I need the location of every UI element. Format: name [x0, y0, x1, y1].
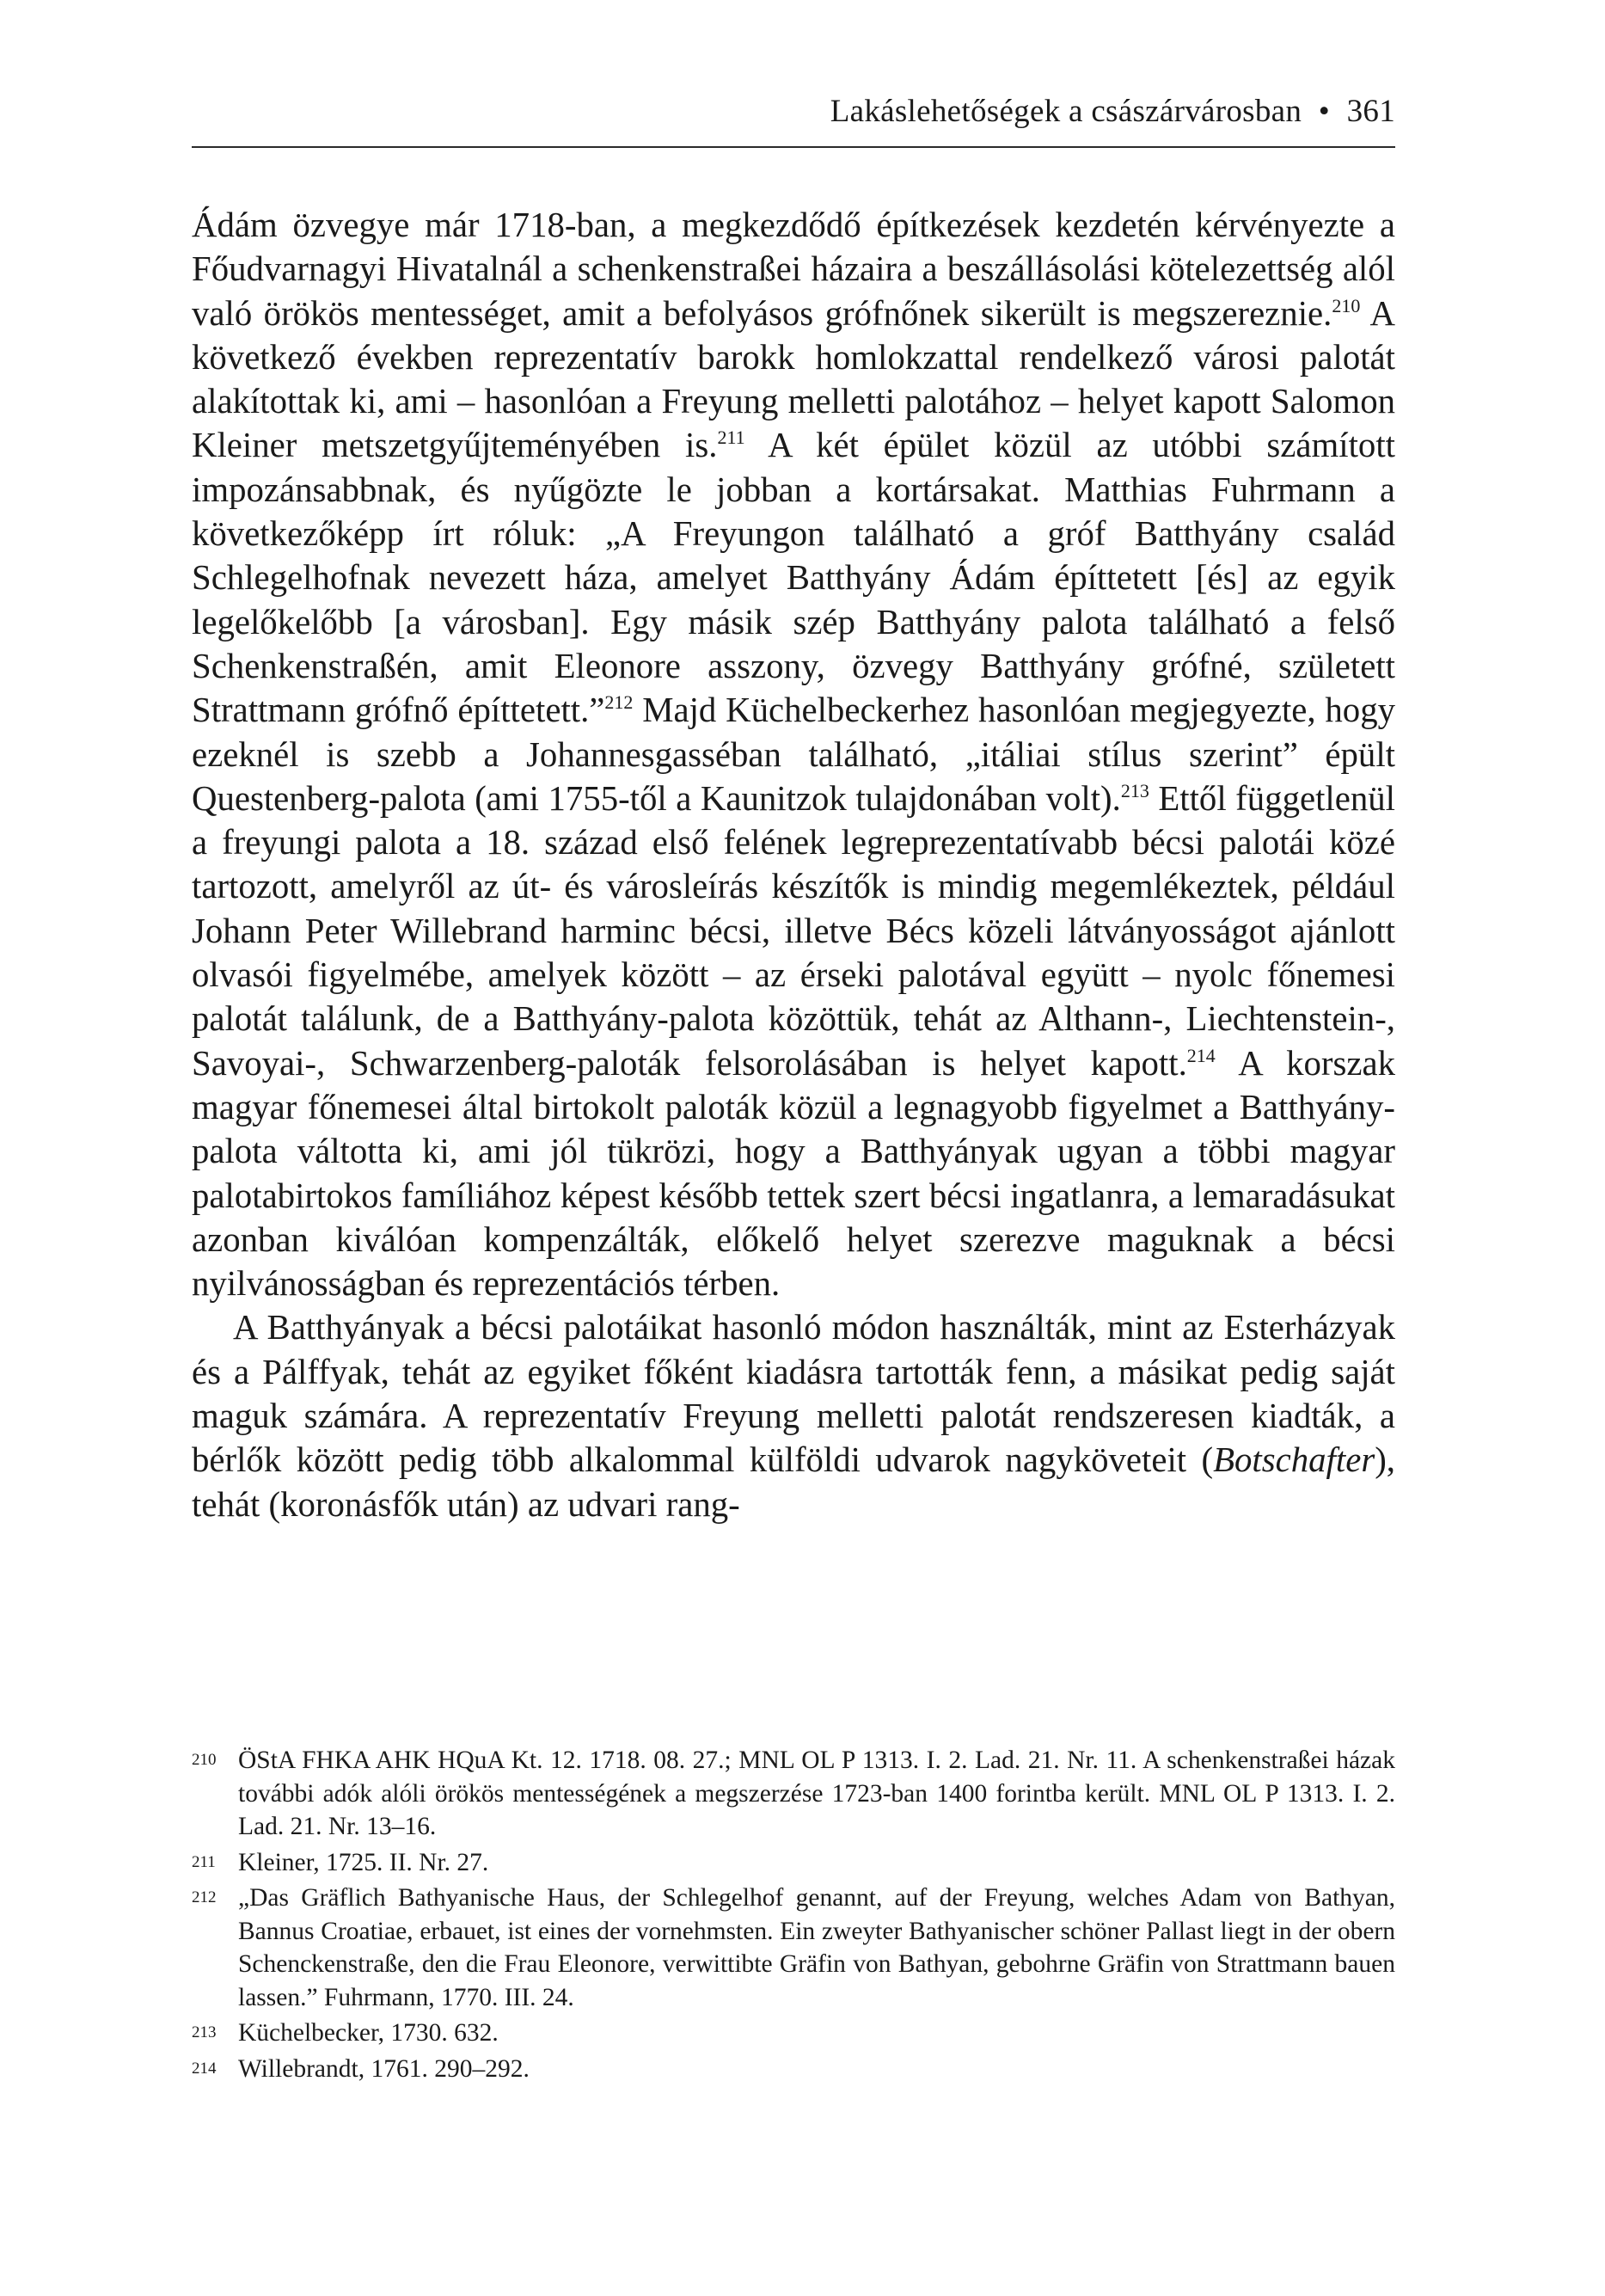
text-run: Majd Küchelbeckerhez hasonlóan megjegyezte, hogy ezeknél is szebb a Johannesgasséban található, „itáliai stílus szerint” épült Questenberg-palota (ami 1755-től a Kaunitzok tulajdonában volt).	[192, 691, 1395, 818]
footnote-text: Willebrandt, 1761. 290–292.	[238, 2054, 530, 2083]
main-text	[192, 203, 1395, 1526]
text-run: A Batthyányak a bécsi palotáikat hasonló módon használták, mint az Esterházyak és a Pálffyak, tehát az egyiket főként kiadásra tartották fenn, a másikat pedig saját maguk számára. A reprezentatív Freyung melletti palotát rendszeresen kiadták, a bérlők között pedig több alkalommal külföldi udvarok nagyköveteit (	[192, 1308, 1395, 1480]
text-run: Ádám özvegye már 1718-ban, a megkezdődő építkezések kezdetén kérvényezte a Főudvarnagyi Hivatalnál a schenkenstraßei házaira a beszállásolási kötelezettség alól való örökös mentességet, amit a befolyásos grófnőnek sikerült is megszereznie.	[192, 206, 1395, 333]
paragraph-2	[192, 1305, 1395, 1526]
footnote-text: „Das Gräflich Bathyanische Haus, der Schlegelhof genannt, auf der Freyung, welches Adam von Bathyan, Bannus Croatiae, erbauet, ist eines der vornehmsten. Ein zweyter Bathyanischer schöner Pallast liegt in der obern Schenckenstraße, den die Frau Eleonore, verwittibte Gräfin von Bathyan, gebohrne Gräfin von Strattmann bauen lassen.” Fuhrmann, 1770. III. 24.	[238, 1884, 1395, 2011]
text-run: A következő években reprezentatív barokk homlokzattal rendelkező városi palotát alakítottak ki, ami – hasonlóan a Freyung melletti palotához – helyet kapott Salomon Kleiner metszetgyűjteményében is.	[192, 293, 1395, 465]
footnote-number: 212	[192, 1888, 217, 1906]
text-run: A korszak magyar főnemesei által birtokolt paloták közül a legnagyobb figyelmet a Batthyány-palota váltotta ki, ami jól tükrözi, hogy a Batthyányak ugyan a többi magyar palotabirtokos famíliához képest később tettek szert bécsi ingatlanra, a lemaradásukat azonban kiválóan kompenzálták, előkelő helyet szerezve maguknak a bécsi nyilvánosságban és reprezentációs térben.	[192, 1043, 1396, 1304]
footnote-210	[192, 1744, 1395, 1844]
italic-term: Botschafter	[1213, 1440, 1375, 1480]
footnote-211	[192, 1846, 1395, 1880]
footnote-text: Kleiner, 1725. II. Nr. 27.	[238, 1848, 489, 1876]
footnote-ref-214: 214	[1186, 1044, 1216, 1066]
page-number: 361	[1346, 94, 1395, 129]
footnote-number: 210	[192, 1751, 217, 1769]
footnote-number: 214	[192, 2059, 217, 2078]
footnote-214	[192, 2053, 1395, 2086]
footnote-number: 213	[192, 2023, 217, 2041]
footnote-ref-211: 211	[717, 427, 745, 449]
footnote-ref-213: 213	[1120, 779, 1149, 801]
paragraph-1	[192, 203, 1395, 1305]
footnote-213	[192, 2017, 1395, 2050]
footnote-ref-210: 210	[1332, 294, 1361, 316]
footnote-number: 211	[192, 1852, 216, 1871]
running-head	[192, 91, 1395, 148]
footnotes	[192, 1744, 1395, 2088]
text-run: ), tehát (koronásfők után) az udvari rang-	[192, 1440, 1395, 1524]
footnote-ref-212: 212	[604, 691, 634, 714]
running-head-separator: •	[1318, 94, 1331, 129]
footnote-text: ÖStA FHKA AHK HQuA Kt. 12. 1718. 08. 27.; MNL OL P 1313. I. 2. Lad. 21. Nr. 11. A schenkenstraßei házak további adók alóli örökös mentességének a megszerzése 1723-ban 1400 forintba került. MNL OL P 1313. I. 2. Lad. 21. Nr. 13–16.	[238, 1747, 1395, 1840]
text-run: Ettől függetlenül a freyungi palota a 18. század első felének legreprezentatívabb bécsi palotái közé tartozott, amelyről az út- és városleírás készítők is mindig megemlékeztek, például Johann Peter Willebrand harminc bécsi, illetve Bécs közeli látványosságot ajánlott olvasói figyelmébe, amelyek között – az érseki palotával együtt – nyolc főnemesi palotát találunk, de a Batthyány-palota közöttük, tehát az Althann-, Liechtenstein-, Savoyai-, Schwarzenberg-paloták felsorolásában is helyet kapott.	[192, 778, 1395, 1083]
footnote-212	[192, 1882, 1395, 2014]
running-head-title: Lakáslehetőségek a császárvárosban	[830, 94, 1302, 129]
text-run: A két épület közül az utóbbi számított impozánsabbnak, és nyűgözte le jobban a kortársakat. Matthias Fuhrmann a következőképp írt róluk: „A Freyungon található a gróf Batthyány család Schlegelhofnak nevezett háza, amelyet Batthyány Ádám építtetett [és] az egyik legelőkelőbb [a városban]. Egy másik szép Batthyány palota található a felső Schenkenstraßén, amit Eleonore asszony, özvegy Batthyány grófné, született Strattmann grófnő építtetett.”	[192, 426, 1395, 730]
footnote-text: Küchelbecker, 1730. 632.	[238, 2019, 499, 2047]
